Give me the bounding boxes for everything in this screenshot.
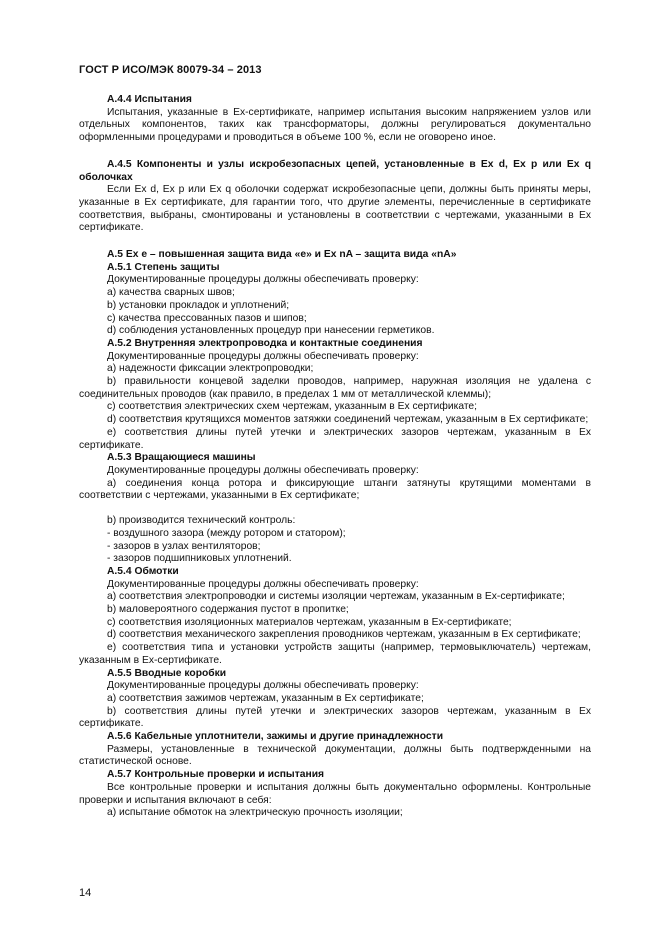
section-text-a45: Если Ex d, Ex p или Ex q оболочки содержат искробезопасные цепи, должны быть приняты меры, указанные в Ex сертификате, для гарантии того, что другие элементы, перечисленные в сертификате соответствия, выбраны, смонтированы и установлены в соответствии с чертежами, указанными в Ex сертификате. (79, 184, 591, 234)
section-heading-a56: А.5.6 Кабельные уплотнители, зажимы и другие принадлежности (107, 731, 444, 743)
list-item: a) испытание обмоток на электрическую прочность изоляции; (107, 807, 403, 819)
section-heading-a53: А.5.3 Вращающиеся машины (107, 452, 256, 464)
list-item: c) соответствия электрических схем чертежам, указанным в Ex сертификате; (107, 401, 478, 413)
section-intro-a53: Документированные процедуры должны обеспечивать проверку: (107, 464, 419, 476)
list-item: d) соблюдения установленных процедур при нанесении герметиков. (107, 325, 435, 337)
section-intro-a51: Документированные процедуры должны обеспечивать проверку: (107, 274, 419, 286)
list-item: b) установки прокладок и уплотнений; (107, 299, 290, 311)
list-item: a) соединения конца ротора и фиксирующие штанги затянуты крутящими моментами в соответствии с чертежами, указанными в Ex сертификате; (79, 477, 591, 502)
section-heading-a52: А.5.2 Внутренняя электропроводка и контактные соединения (107, 337, 423, 349)
list-item: c) качества прессованных пазов и шипов; (107, 312, 307, 324)
list-item: b) соответствия длины путей утечки и электрических зазоров чертежам, указанным в Ex сертификате. (79, 705, 591, 730)
section-text-a56: Размеры, установленные в технической документации, должны быть подтвержденными на статистической основе. (79, 743, 591, 768)
section-text-a44: Испытания, указанные в Ex-сертификате, например испытания высоким напряжением узлов или отдельных компонентов, таких как трансформаторы, должны регулироваться документально оформленными процедурами и проводиться в объеме 100 %, если не оговорено иное. (79, 106, 591, 144)
section-spacer (79, 145, 591, 159)
section-heading-a54: А.5.4 Обмотки (107, 565, 179, 577)
list-item: b) правильности концевой заделки проводов, например, наружная изоляция не удалена с соединительных проводов (как правило, в пределах 1 мм от металлической клеммы); (79, 376, 591, 400)
section-heading-a55: А.5.5 Вводные коробки (107, 667, 227, 679)
section-heading-a57: А.5.7 Контрольные проверки и испытания (107, 769, 325, 781)
list-item: a) надежности фиксации электропроводки; (107, 363, 314, 375)
section-intro-a55: Документированные процедуры должны обеспечивать проверку: (107, 680, 419, 692)
list-subitem: - воздушного зазора (между ротором и статором); (107, 527, 346, 539)
list-item: b) производится технический контроль: (107, 515, 296, 527)
document-body (79, 94, 591, 820)
section-heading-a51: А.5.1 Степень защиты (107, 261, 220, 273)
section-intro-a54: Документированные процедуры должны обеспечивать проверку: (107, 578, 419, 590)
list-item: e) соответствия длины путей утечки и электрических зазоров чертежам, указанным в Ex сертификате. (79, 426, 591, 451)
section-heading-a45: А.4.5 Компоненты и узлы искробезопасных цепей, установленные в Ex d, Ex p или Ex q оболочках (79, 158, 591, 183)
list-item: a) соответствия зажимов чертежам, указанным в Ex сертификате; (107, 692, 424, 704)
list-item: b) маловероятного содержания пустот в пропитке; (107, 604, 349, 616)
section-heading-a44: А.4.4 Испытания (107, 94, 192, 105)
page-number: 14 (79, 887, 92, 899)
list-item: d) соответствия механического закрепления проводников чертежам, указанным в Ex сертификате; (107, 629, 581, 641)
section-intro-a52: Документированные процедуры должны обеспечивать проверку: (107, 350, 419, 362)
list-subitem: - зазоров в узлах вентиляторов; (107, 540, 261, 552)
section-spacer (79, 503, 591, 515)
section-spacer (79, 235, 591, 249)
section-text-a57: Все контрольные проверки и испытания должны быть документально оформлены. Контрольные проверки и испытания включают в себя: (79, 781, 591, 806)
section-heading-a5: А.5 Ex e – повышенная защита вида «e» и Ex nA – защита вида «nA» (107, 249, 457, 261)
list-item: d) соответствия крутящихся моментов затяжки соединений чертежам, указанным в Ex сертификате; (107, 414, 589, 426)
list-subitem: - зазоров подшипниковых уплотнений. (107, 553, 292, 565)
list-item: a) соответствия электропроводки и системы изоляции чертежам, указанным в Ex-сертификате; (107, 591, 565, 603)
list-item: e) соответствия типа и установки устройств защиты (например, термовыключатель) чертежам, указанным в Ex-сертификате. (79, 642, 591, 666)
document-header-title: ГОСТ Р ИСО/МЭК 80079-34 – 2013 (79, 64, 262, 76)
list-item: c) соответствия изоляционных материалов чертежам, указанным в Ex-сертификате; (107, 616, 512, 628)
list-item: a) качества сварных швов; (107, 287, 235, 299)
